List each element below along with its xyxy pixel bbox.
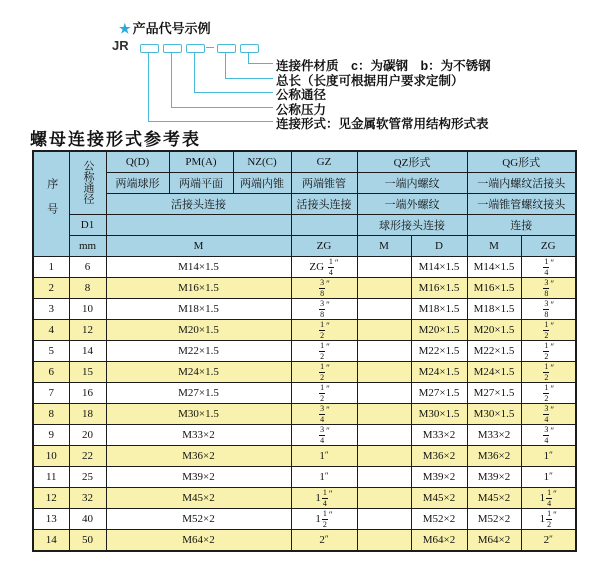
cell-dn: 12 (69, 320, 106, 341)
header-diameter: 公称通径 (69, 151, 106, 215)
header-row-2 (33, 173, 576, 194)
cell-dn: 25 (69, 467, 106, 488)
header-col-pm: PM(A) (169, 151, 233, 173)
cell-seq: 10 (33, 446, 69, 467)
cell-gz-zg: 1 $\frac{1}{4}$ ″ (291, 488, 357, 509)
cell-qg-m: M36×2 (467, 446, 521, 467)
cell-qg-zg: $\frac{1}{2}$ ″ (521, 341, 576, 362)
cell-seq: 1 (33, 257, 69, 278)
cell-gz-zg: $\frac{1}{2}$ ″ (291, 362, 357, 383)
cell-qg-zg: $\frac{1}{2}$ ″ (521, 320, 576, 341)
cell-gz-zg: $\frac{3}{4}$ ″ (291, 404, 357, 425)
table-row (33, 425, 576, 446)
header-gz-desc: 两端锥管 (291, 173, 357, 194)
cell-qz-d: M45×2 (411, 488, 467, 509)
cell-m: M16×1.5 (106, 278, 291, 299)
header-col-q: Q(D) (106, 151, 169, 173)
cell-qg-m: M52×2 (467, 509, 521, 530)
cell-gz-zg: $\frac{3}{8}$ ″ (291, 299, 357, 320)
cell-qg-zg: $\frac{3}{4}$ ″ (521, 425, 576, 446)
cell-seq: 2 (33, 278, 69, 299)
cell-qg-m: M22×1.5 (467, 341, 521, 362)
cell-gz-zg: 1 $\frac{1}{2}$ ″ (291, 509, 357, 530)
cell-qz-d: M36×2 (411, 446, 467, 467)
cell-qz-m (357, 425, 411, 446)
header-m-label: M (106, 236, 291, 257)
table-row (33, 341, 576, 362)
header-row-5 (33, 236, 576, 257)
header-qg-zg: ZG (521, 236, 576, 257)
header-row-3 (33, 194, 576, 215)
code-label-pressure: 公称压力 (276, 103, 327, 117)
cell-qg-zg: $\frac{1}{2}$ ″ (521, 362, 576, 383)
cell-qg-zg: 1″ (521, 467, 576, 488)
cell-qz-d: M14×1.5 (411, 257, 467, 278)
header-seq: 序号 (33, 151, 69, 257)
cell-qz-d: M27×1.5 (411, 383, 467, 404)
header-row-4 (33, 215, 576, 236)
cell-qg-m: M20×1.5 (467, 320, 521, 341)
cell-seq: 7 (33, 383, 69, 404)
table-body (33, 257, 576, 552)
cell-qz-m (357, 404, 411, 425)
cell-qg-m: M45×2 (467, 488, 521, 509)
cell-seq: 5 (33, 341, 69, 362)
code-label-length: 总长（长度可根据用户要求定制） (276, 74, 464, 88)
table-row (33, 488, 576, 509)
cell-qg-zg: 1 $\frac{1}{2}$ ″ (521, 509, 576, 530)
code-label-connection: 连接形式：见金属软管常用结构形式表 (276, 117, 489, 131)
header-mm: mm (69, 236, 106, 257)
header-qz-desc1: 一端内螺纹 (357, 173, 467, 194)
header-blank-left (106, 215, 291, 236)
cell-gz-zg: $\frac{1}{2}$ ″ (291, 383, 357, 404)
connector-line (148, 52, 149, 121)
cell-dn: 20 (69, 425, 106, 446)
cell-qz-d: M33×2 (411, 425, 467, 446)
table-row (33, 467, 576, 488)
header-row-1 (33, 151, 576, 173)
cell-qz-m (357, 488, 411, 509)
header-col-qg: QG形式 (467, 151, 576, 173)
cell-m: M14×1.5 (106, 257, 291, 278)
cell-qz-d: M30×1.5 (411, 404, 467, 425)
cell-dn: 18 (69, 404, 106, 425)
connector-line (248, 52, 249, 63)
header-qz-desc3: 球形接头连接 (357, 215, 467, 236)
diagram-title-text: 产品代号示例 (132, 21, 211, 36)
cell-m: M39×2 (106, 467, 291, 488)
cell-gz-zg: 2″ (291, 530, 357, 552)
cell-dn: 10 (69, 299, 106, 320)
cell-qg-m: M30×1.5 (467, 404, 521, 425)
connector-line (225, 78, 273, 79)
cell-qz-m (357, 383, 411, 404)
cell-m: M33×2 (106, 425, 291, 446)
header-pm-desc: 两端平面 (169, 173, 233, 194)
nut-connection-table (32, 150, 577, 552)
code-dash (206, 47, 214, 48)
cell-m: M45×2 (106, 488, 291, 509)
cell-qg-m: M39×2 (467, 467, 521, 488)
cell-seq: 6 (33, 362, 69, 383)
cell-qz-m (357, 530, 411, 552)
table-row (33, 383, 576, 404)
header-q-desc: 两端球形 (106, 173, 169, 194)
star-icon: ★ (119, 21, 131, 36)
cell-qz-d: M20×1.5 (411, 320, 467, 341)
connector-line (194, 52, 195, 92)
cell-qz-m (357, 446, 411, 467)
table-row (33, 509, 576, 530)
header-qz-m: M (357, 236, 411, 257)
code-box-2 (163, 44, 182, 53)
cell-qg-m: M14×1.5 (467, 257, 521, 278)
header-qg-desc2: 一端锥管螺纹接头 (467, 194, 576, 215)
cell-m: M27×1.5 (106, 383, 291, 404)
cell-qg-m: M27×1.5 (467, 383, 521, 404)
cell-qg-zg: 1 $\frac{1}{4}$ ″ (521, 488, 576, 509)
table-row (33, 320, 576, 341)
cell-gz-zg: $\frac{3}{8}$ ″ (291, 278, 357, 299)
cell-qg-m: M64×2 (467, 530, 521, 552)
cell-qz-m (357, 467, 411, 488)
cell-m: M64×2 (106, 530, 291, 552)
cell-qz-d: M64×2 (411, 530, 467, 552)
header-nz-desc: 两端内锥 (233, 173, 291, 194)
cell-qg-zg: $\frac{3}{4}$ ″ (521, 404, 576, 425)
header-qg-desc1: 一端内螺纹活接头 (467, 173, 576, 194)
cell-qz-d: M24×1.5 (411, 362, 467, 383)
header-col-nz: NZ(C) (233, 151, 291, 173)
code-label-material: 连接件材质 c：为碳钢 b：为不锈钢 (276, 59, 491, 73)
cell-qz-m (357, 278, 411, 299)
cell-qz-d: M18×1.5 (411, 299, 467, 320)
cell-qg-m: M16×1.5 (467, 278, 521, 299)
cell-qz-m (357, 320, 411, 341)
cell-dn: 22 (69, 446, 106, 467)
table-row (33, 530, 576, 552)
table-row (33, 404, 576, 425)
cell-qz-m (357, 509, 411, 530)
cell-m: M36×2 (106, 446, 291, 467)
cell-qg-zg: $\frac{1}{2}$ ″ (521, 383, 576, 404)
table-row (33, 257, 576, 278)
table-title: 螺母连接形式参考表 (30, 130, 201, 149)
cell-gz-zg: $\frac{3}{4}$ ″ (291, 425, 357, 446)
cell-qg-zg: $\frac{1}{4}$ ″ (521, 257, 576, 278)
header-d1: D1 (69, 215, 106, 236)
cell-qz-m (357, 299, 411, 320)
cell-m: M24×1.5 (106, 362, 291, 383)
cell-dn: 14 (69, 341, 106, 362)
header-zg-label: ZG (291, 236, 357, 257)
table-row (33, 362, 576, 383)
cell-qz-d: M39×2 (411, 467, 467, 488)
cell-seq: 11 (33, 467, 69, 488)
connector-line (225, 52, 226, 78)
cell-dn: 40 (69, 509, 106, 530)
cell-dn: 50 (69, 530, 106, 552)
connector-line (194, 92, 273, 93)
cell-m: M52×2 (106, 509, 291, 530)
cell-gz-zg: 1″ (291, 446, 357, 467)
cell-qz-m (357, 341, 411, 362)
cell-dn: 6 (69, 257, 106, 278)
diagram-title (119, 18, 211, 37)
cell-seq: 4 (33, 320, 69, 341)
header-col-gz: GZ (291, 151, 357, 173)
header-qz-d: D (411, 236, 467, 257)
header-qz-desc2: 一端外螺纹 (357, 194, 467, 215)
header-gz-union: 活接头连接 (291, 194, 357, 215)
code-box-4 (217, 44, 236, 53)
cell-qz-d: M16×1.5 (411, 278, 467, 299)
header-col-qz: QZ形式 (357, 151, 467, 173)
cell-gz-zg: $\frac{1}{2}$ ″ (291, 341, 357, 362)
code-box-1 (140, 44, 159, 53)
cell-qg-zg: $\frac{3}{8}$ ″ (521, 299, 576, 320)
cell-dn: 16 (69, 383, 106, 404)
cell-qg-zg: 1″ (521, 446, 576, 467)
cell-gz-zg: ZG $\frac{1}{4}$ ″ (291, 257, 357, 278)
cell-seq: 13 (33, 509, 69, 530)
cell-gz-zg: $\frac{1}{2}$ ″ (291, 320, 357, 341)
connector-line (248, 63, 273, 64)
cell-qg-m: M24×1.5 (467, 362, 521, 383)
code-prefix: JR (112, 38, 129, 53)
cell-qg-m: M33×2 (467, 425, 521, 446)
table-row (33, 278, 576, 299)
code-label-diameter: 公称通径 (276, 88, 327, 102)
cell-dn: 32 (69, 488, 106, 509)
connector-line (171, 52, 172, 107)
cell-seq: 3 (33, 299, 69, 320)
cell-m: M22×1.5 (106, 341, 291, 362)
code-box-5 (240, 44, 259, 53)
header-union-desc: 活接头连接 (106, 194, 291, 215)
cell-qz-d: M52×2 (411, 509, 467, 530)
header-qg-m: M (467, 236, 521, 257)
cell-dn: 8 (69, 278, 106, 299)
code-box-3 (186, 44, 205, 53)
table-row (33, 446, 576, 467)
cell-m: M30×1.5 (106, 404, 291, 425)
cell-dn: 15 (69, 362, 106, 383)
cell-qz-m (357, 362, 411, 383)
cell-qg-m: M18×1.5 (467, 299, 521, 320)
cell-qg-zg: 2″ (521, 530, 576, 552)
header-qg-desc3: 连接 (467, 215, 576, 236)
table-row (33, 299, 576, 320)
cell-gz-zg: 1″ (291, 467, 357, 488)
cell-m: M18×1.5 (106, 299, 291, 320)
cell-seq: 12 (33, 488, 69, 509)
cell-m: M20×1.5 (106, 320, 291, 341)
cell-qz-d: M22×1.5 (411, 341, 467, 362)
cell-seq: 8 (33, 404, 69, 425)
cell-qz-m (357, 257, 411, 278)
cell-seq: 9 (33, 425, 69, 446)
header-blank-gz (291, 215, 357, 236)
cell-qg-zg: $\frac{3}{8}$ ″ (521, 278, 576, 299)
cell-seq: 14 (33, 530, 69, 552)
connector-line (148, 121, 273, 122)
connector-line (171, 107, 273, 108)
